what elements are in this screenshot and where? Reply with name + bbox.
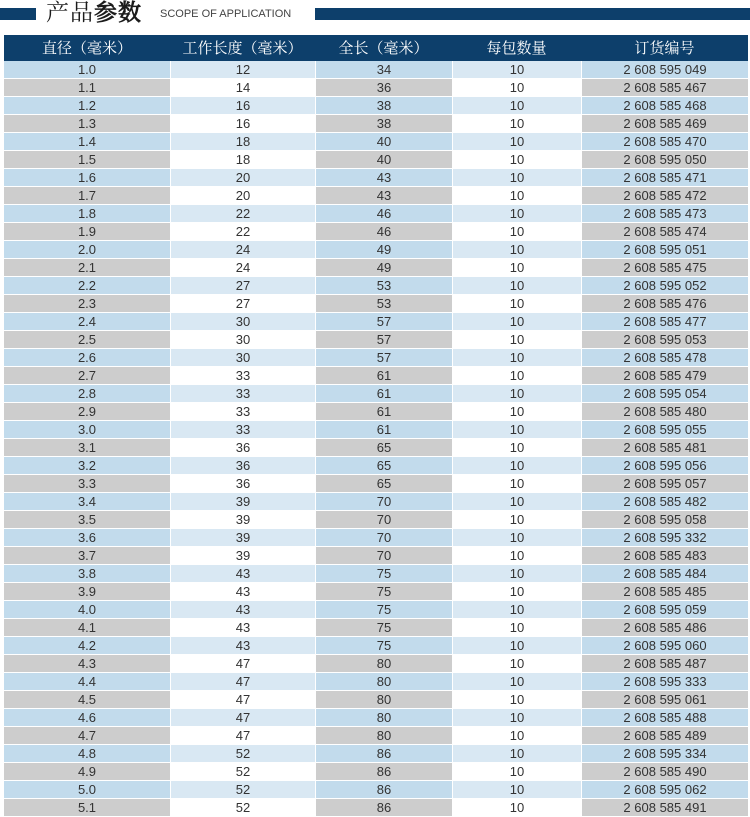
table-cell: 52 — [171, 745, 315, 762]
table-cell: 49 — [316, 241, 452, 258]
table-cell: 22 — [171, 223, 315, 240]
table-cell: 2 608 585 489 — [582, 727, 748, 744]
table-cell: 61 — [316, 403, 452, 420]
table-cell: 2.6 — [4, 349, 170, 366]
table-cell: 2 608 585 483 — [582, 547, 748, 564]
table-cell: 10 — [453, 223, 581, 240]
table-cell: 33 — [171, 403, 315, 420]
table-row — [4, 547, 748, 565]
table-cell: 10 — [453, 457, 581, 474]
table-cell: 1.3 — [4, 115, 170, 132]
table-cell: 2.8 — [4, 385, 170, 402]
table-cell: 2.0 — [4, 241, 170, 258]
table-cell: 75 — [316, 565, 452, 582]
table-row — [4, 79, 748, 97]
column-header-diameter: 直径（毫米） — [41, 39, 132, 57]
table-cell: 43 — [171, 565, 315, 582]
table-cell: 4.1 — [4, 619, 170, 636]
table-cell: 2 608 585 477 — [582, 313, 748, 330]
table-cell: 57 — [316, 349, 452, 366]
table-cell: 2 608 595 333 — [582, 673, 748, 690]
table-cell: 10 — [453, 781, 581, 798]
table-cell: 3.7 — [4, 547, 170, 564]
table-cell: 80 — [316, 655, 452, 672]
table-row — [4, 637, 748, 655]
table-cell: 52 — [171, 799, 315, 816]
table-cell: 10 — [453, 259, 581, 276]
table-cell: 10 — [453, 97, 581, 114]
table-cell: 22 — [171, 205, 315, 222]
table-cell: 10 — [453, 151, 581, 168]
table-cell: 10 — [453, 637, 581, 654]
table-cell: 10 — [453, 601, 581, 618]
table-cell: 2 608 585 480 — [582, 403, 748, 420]
table-row — [4, 61, 748, 79]
table-cell: 2 608 585 484 — [582, 565, 748, 582]
table-cell: 4.0 — [4, 601, 170, 618]
table-cell: 43 — [171, 637, 315, 654]
table-cell: 2 608 595 059 — [582, 601, 748, 618]
table-row — [4, 367, 748, 385]
table-cell: 10 — [453, 79, 581, 96]
table-cell: 2 608 595 061 — [582, 691, 748, 708]
table-row — [4, 349, 748, 367]
table-cell: 10 — [453, 367, 581, 384]
table-cell: 46 — [316, 205, 452, 222]
table-cell: 10 — [453, 385, 581, 402]
table-cell: 10 — [453, 709, 581, 726]
table-row — [4, 511, 748, 529]
table-cell: 10 — [453, 727, 581, 744]
table-cell: 70 — [316, 511, 452, 528]
table-cell: 36 — [316, 79, 452, 96]
table-cell: 10 — [453, 133, 581, 150]
table-cell: 47 — [171, 727, 315, 744]
table-cell: 10 — [453, 763, 581, 780]
table-cell: 53 — [316, 277, 452, 294]
table-row — [4, 169, 748, 187]
table-row — [4, 583, 748, 601]
table-cell: 10 — [453, 277, 581, 294]
table-cell: 4.9 — [4, 763, 170, 780]
table-cell: 4.4 — [4, 673, 170, 690]
table-cell: 80 — [316, 673, 452, 690]
table-cell: 2.3 — [4, 295, 170, 312]
table-row — [4, 205, 748, 223]
table-row — [4, 709, 748, 727]
table-row — [4, 475, 748, 493]
table-cell: 2 608 585 482 — [582, 493, 748, 510]
table-cell: 2 608 595 054 — [582, 385, 748, 402]
table-cell: 4.7 — [4, 727, 170, 744]
table-header-row — [4, 35, 748, 61]
table-cell: 2 608 585 490 — [582, 763, 748, 780]
table-cell: 30 — [171, 331, 315, 348]
table-cell: 70 — [316, 493, 452, 510]
table-cell: 40 — [316, 133, 452, 150]
table-cell: 2 608 585 479 — [582, 367, 748, 384]
table-cell: 36 — [171, 475, 315, 492]
table-cell: 2 608 585 488 — [582, 709, 748, 726]
table-row — [4, 403, 748, 421]
table-cell: 3.1 — [4, 439, 170, 456]
table-cell: 70 — [316, 547, 452, 564]
table-cell: 3.6 — [4, 529, 170, 546]
table-row — [4, 421, 748, 439]
table-cell: 2 608 585 481 — [582, 439, 748, 456]
table-cell: 2.1 — [4, 259, 170, 276]
column-header-order-number: 订货编号 — [634, 39, 695, 57]
table-row — [4, 781, 748, 799]
table-cell: 65 — [316, 457, 452, 474]
table-cell: 10 — [453, 187, 581, 204]
table-cell: 2 608 595 334 — [582, 745, 748, 762]
table-cell: 10 — [453, 655, 581, 672]
table-cell: 2 608 595 049 — [582, 61, 748, 78]
table-row — [4, 457, 748, 475]
table-cell: 10 — [453, 691, 581, 708]
table-row — [4, 223, 748, 241]
table-cell: 2 608 595 332 — [582, 529, 748, 546]
table-cell: 10 — [453, 403, 581, 420]
table-cell: 4.2 — [4, 637, 170, 654]
table-cell: 3.5 — [4, 511, 170, 528]
table-cell: 39 — [171, 511, 315, 528]
table-cell: 10 — [453, 421, 581, 438]
table-row — [4, 331, 748, 349]
table-cell: 2 608 595 051 — [582, 241, 748, 258]
table-cell: 43 — [316, 169, 452, 186]
table-cell: 2 608 595 056 — [582, 457, 748, 474]
table-cell: 1.7 — [4, 187, 170, 204]
table-cell: 39 — [171, 547, 315, 564]
table-cell: 80 — [316, 727, 452, 744]
column-header-pack-quantity: 每包数量 — [486, 39, 547, 57]
table-cell: 12 — [171, 61, 315, 78]
table-cell: 1.2 — [4, 97, 170, 114]
table-cell: 53 — [316, 295, 452, 312]
table-cell: 39 — [171, 529, 315, 546]
table-cell: 1.6 — [4, 169, 170, 186]
table-cell: 2 608 595 057 — [582, 475, 748, 492]
table-cell: 65 — [316, 439, 452, 456]
table-cell: 5.1 — [4, 799, 170, 816]
table-cell: 3.3 — [4, 475, 170, 492]
table-cell: 2 608 595 053 — [582, 331, 748, 348]
table-cell: 10 — [453, 61, 581, 78]
table-row — [4, 745, 748, 763]
table-cell: 10 — [453, 169, 581, 186]
table-cell: 61 — [316, 367, 452, 384]
table-cell: 75 — [316, 583, 452, 600]
table-cell: 33 — [171, 421, 315, 438]
table-cell: 10 — [453, 241, 581, 258]
table-cell: 10 — [453, 529, 581, 546]
table-cell: 47 — [171, 709, 315, 726]
table-cell: 47 — [171, 691, 315, 708]
table-cell: 52 — [171, 763, 315, 780]
table-cell: 36 — [171, 439, 315, 456]
table-cell: 27 — [171, 295, 315, 312]
table-cell: 46 — [316, 223, 452, 240]
table-cell: 49 — [316, 259, 452, 276]
table-cell: 10 — [453, 619, 581, 636]
table-body — [4, 61, 748, 817]
table-cell: 33 — [171, 385, 315, 402]
table-cell: 27 — [171, 277, 315, 294]
table-row — [4, 151, 748, 169]
table-cell: 24 — [171, 259, 315, 276]
table-cell: 2 608 595 052 — [582, 277, 748, 294]
table-row — [4, 763, 748, 781]
table-cell: 3.9 — [4, 583, 170, 600]
table-cell: 2 608 595 050 — [582, 151, 748, 168]
table-cell: 16 — [171, 97, 315, 114]
table-cell: 2 608 585 478 — [582, 349, 748, 366]
table-cell: 38 — [316, 115, 452, 132]
table-cell: 2 608 585 467 — [582, 79, 748, 96]
table-cell: 43 — [316, 187, 452, 204]
table-row — [4, 97, 748, 115]
table-row — [4, 601, 748, 619]
table-row — [4, 313, 748, 331]
table-cell: 43 — [171, 583, 315, 600]
header-accent-bar-left — [0, 8, 36, 20]
table-cell: 30 — [171, 349, 315, 366]
table-cell: 61 — [316, 421, 452, 438]
table-cell: 43 — [171, 601, 315, 618]
table-cell: 16 — [171, 115, 315, 132]
table-cell: 2 608 585 472 — [582, 187, 748, 204]
table-cell: 65 — [316, 475, 452, 492]
table-cell: 10 — [453, 673, 581, 690]
table-cell: 10 — [453, 475, 581, 492]
table-cell: 1.5 — [4, 151, 170, 168]
column-header-working-length: 工作长度（毫米） — [182, 39, 303, 57]
table-cell: 10 — [453, 313, 581, 330]
table-cell: 75 — [316, 637, 452, 654]
table-cell: 80 — [316, 709, 452, 726]
spec-table — [4, 35, 748, 817]
table-cell: 1.0 — [4, 61, 170, 78]
table-cell: 2.9 — [4, 403, 170, 420]
table-row — [4, 187, 748, 205]
table-cell: 10 — [453, 565, 581, 582]
table-cell: 36 — [171, 457, 315, 474]
table-cell: 2 608 595 062 — [582, 781, 748, 798]
table-cell: 1.4 — [4, 133, 170, 150]
table-cell: 3.8 — [4, 565, 170, 582]
table-cell: 2 608 585 487 — [582, 655, 748, 672]
section-header — [0, 0, 750, 30]
table-cell: 2 608 585 469 — [582, 115, 748, 132]
table-cell: 20 — [171, 169, 315, 186]
table-cell: 2 608 595 060 — [582, 637, 748, 654]
table-cell: 3.0 — [4, 421, 170, 438]
table-cell: 47 — [171, 673, 315, 690]
table-cell: 2 608 585 474 — [582, 223, 748, 240]
table-cell: 2.4 — [4, 313, 170, 330]
table-cell: 61 — [316, 385, 452, 402]
table-cell: 20 — [171, 187, 315, 204]
table-cell: 10 — [453, 331, 581, 348]
table-cell: 86 — [316, 763, 452, 780]
table-row — [4, 727, 748, 745]
table-row — [4, 565, 748, 583]
table-cell: 86 — [316, 745, 452, 762]
table-cell: 2 608 585 476 — [582, 295, 748, 312]
table-cell: 39 — [171, 493, 315, 510]
table-cell: 43 — [171, 619, 315, 636]
table-cell: 10 — [453, 349, 581, 366]
table-cell: 57 — [316, 313, 452, 330]
table-row — [4, 277, 748, 295]
table-cell: 2 608 585 485 — [582, 583, 748, 600]
table-row — [4, 385, 748, 403]
table-cell: 86 — [316, 781, 452, 798]
header-accent-bar-right — [315, 8, 750, 20]
table-row — [4, 439, 748, 457]
table-cell: 18 — [171, 151, 315, 168]
table-row — [4, 493, 748, 511]
table-row — [4, 115, 748, 133]
table-cell: 4.8 — [4, 745, 170, 762]
table-row — [4, 691, 748, 709]
table-cell: 10 — [453, 799, 581, 816]
table-cell: 30 — [171, 313, 315, 330]
table-cell: 70 — [316, 529, 452, 546]
table-row — [4, 295, 748, 313]
table-cell: 75 — [316, 619, 452, 636]
table-cell: 10 — [453, 511, 581, 528]
table-cell: 4.3 — [4, 655, 170, 672]
table-cell: 2 608 585 491 — [582, 799, 748, 816]
table-cell: 2.5 — [4, 331, 170, 348]
table-cell: 1.1 — [4, 79, 170, 96]
table-cell: 1.9 — [4, 223, 170, 240]
table-row — [4, 673, 748, 691]
table-cell: 10 — [453, 439, 581, 456]
section-subtitle: SCOPE OF APPLICATION — [160, 8, 292, 20]
table-cell: 2.7 — [4, 367, 170, 384]
table-cell: 4.5 — [4, 691, 170, 708]
table-cell: 57 — [316, 331, 452, 348]
section-title-bold: 参数 — [94, 0, 142, 26]
table-row — [4, 799, 748, 817]
table-cell: 2 608 585 473 — [582, 205, 748, 222]
table-row — [4, 241, 748, 259]
table-cell: 10 — [453, 583, 581, 600]
table-cell: 80 — [316, 691, 452, 708]
table-cell: 10 — [453, 547, 581, 564]
table-cell: 24 — [171, 241, 315, 258]
table-cell: 33 — [171, 367, 315, 384]
table-cell: 38 — [316, 97, 452, 114]
table-cell: 2.2 — [4, 277, 170, 294]
table-cell: 2 608 585 475 — [582, 259, 748, 276]
table-row — [4, 655, 748, 673]
table-cell: 40 — [316, 151, 452, 168]
table-cell: 14 — [171, 79, 315, 96]
table-cell: 75 — [316, 601, 452, 618]
table-cell: 4.6 — [4, 709, 170, 726]
table-cell: 10 — [453, 493, 581, 510]
table-cell: 3.4 — [4, 493, 170, 510]
table-cell: 47 — [171, 655, 315, 672]
table-cell: 86 — [316, 799, 452, 816]
table-cell: 2 608 585 468 — [582, 97, 748, 114]
column-header-total-length: 全长（毫米） — [338, 39, 429, 57]
table-cell: 2 608 585 486 — [582, 619, 748, 636]
table-cell: 2 608 585 470 — [582, 133, 748, 150]
table-cell: 18 — [171, 133, 315, 150]
section-title-normal: 产品 — [46, 0, 94, 26]
table-cell: 52 — [171, 781, 315, 798]
table-cell: 10 — [453, 115, 581, 132]
table-cell: 2 608 585 471 — [582, 169, 748, 186]
table-row — [4, 259, 748, 277]
table-cell: 10 — [453, 745, 581, 762]
table-cell: 2 608 595 058 — [582, 511, 748, 528]
table-cell: 5.0 — [4, 781, 170, 798]
table-cell: 1.8 — [4, 205, 170, 222]
table-cell: 10 — [453, 295, 581, 312]
table-row — [4, 619, 748, 637]
table-row — [4, 529, 748, 547]
table-cell: 3.2 — [4, 457, 170, 474]
section-title — [46, 0, 142, 28]
table-cell: 10 — [453, 205, 581, 222]
table-cell: 34 — [316, 61, 452, 78]
table-row — [4, 133, 748, 151]
table-cell: 2 608 595 055 — [582, 421, 748, 438]
